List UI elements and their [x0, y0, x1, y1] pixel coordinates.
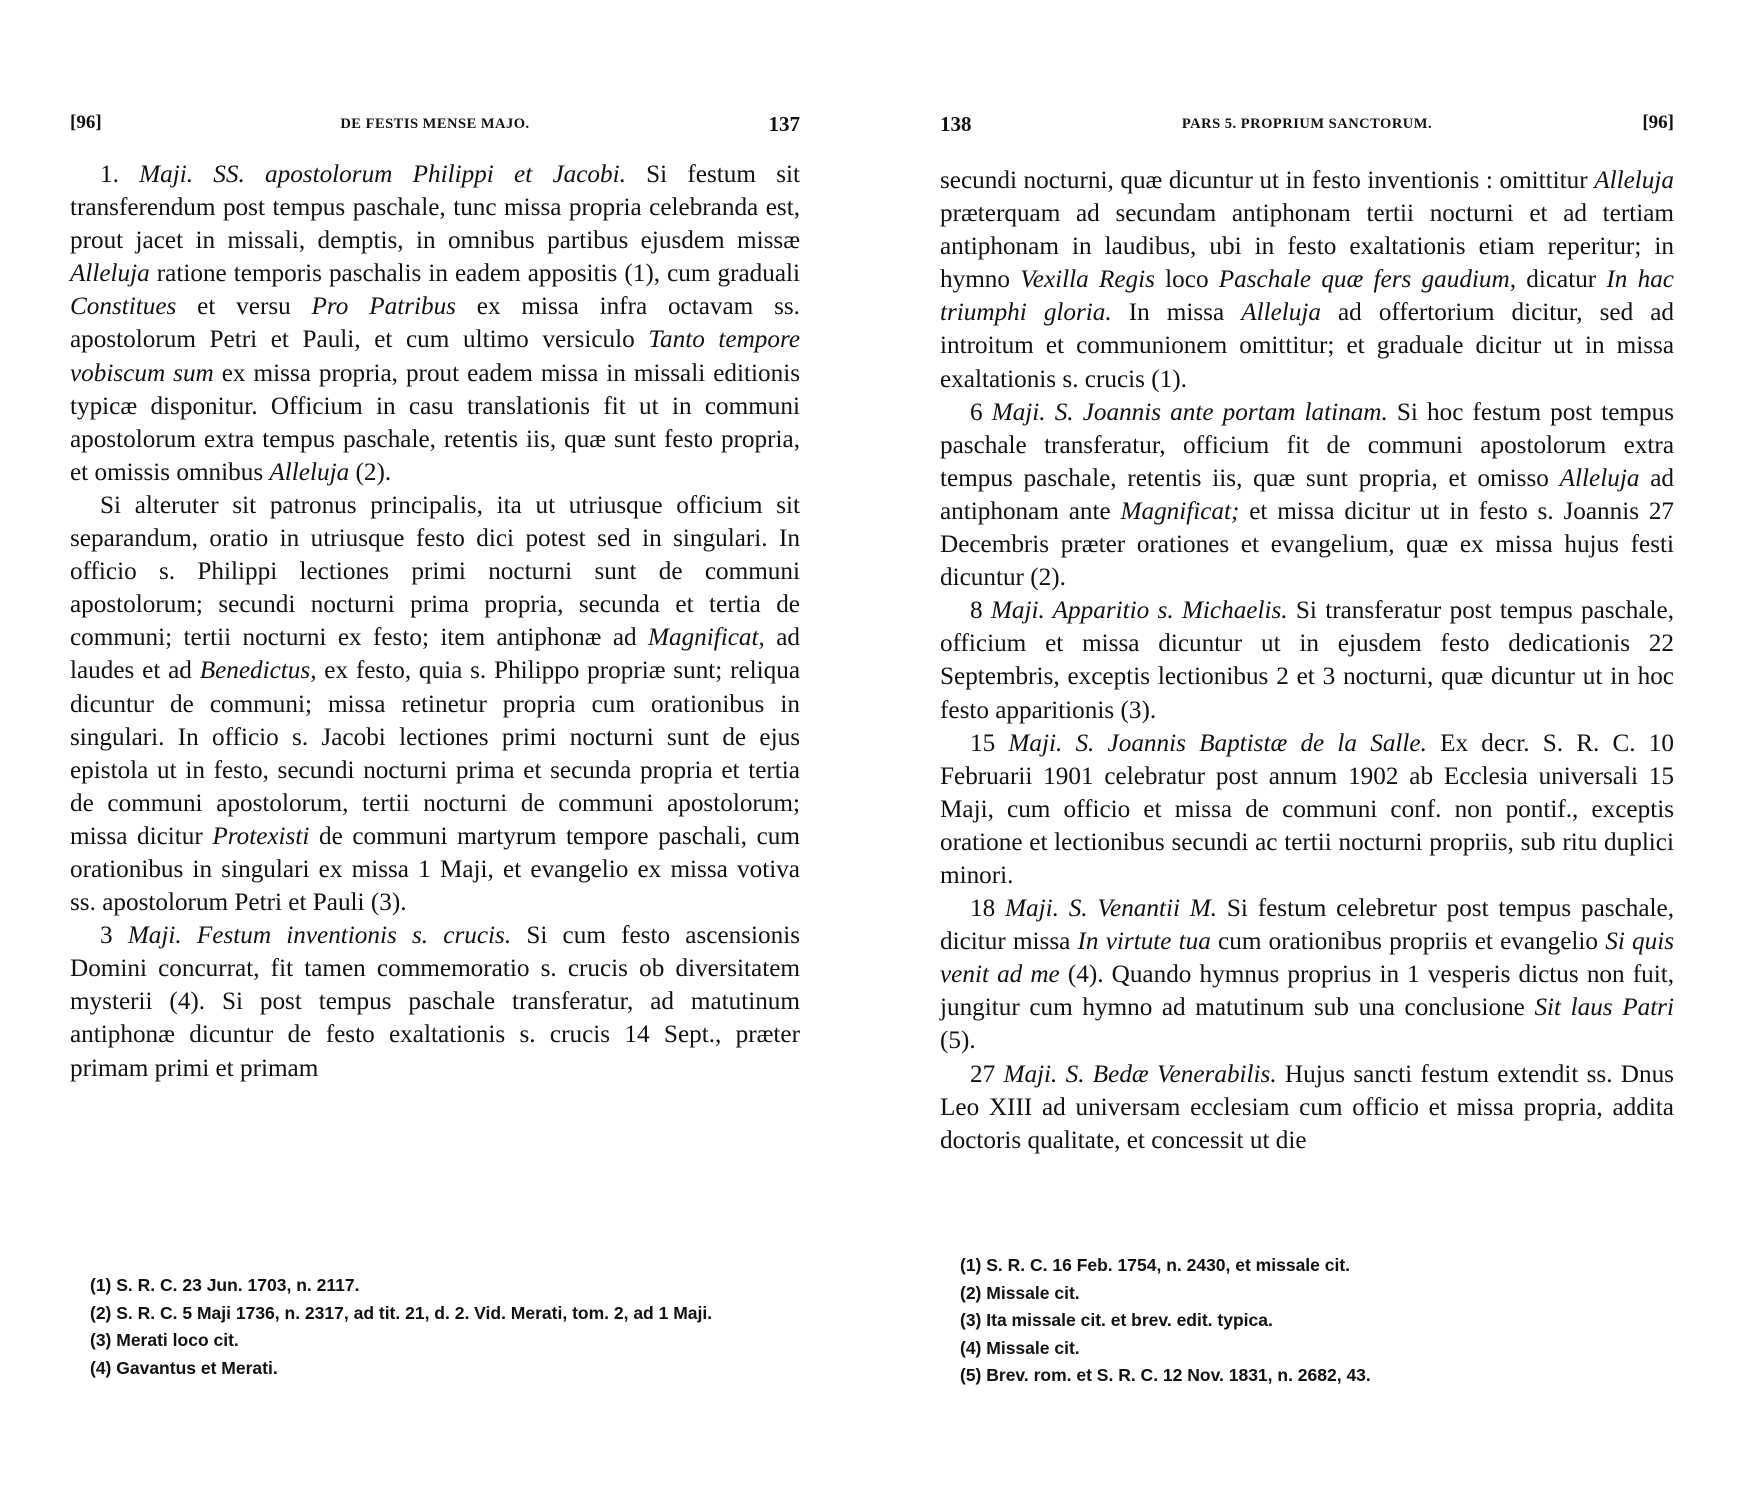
italic-text: Maji. Apparitio s. Michaelis. [990, 597, 1288, 625]
left-body-text [70, 158, 800, 1085]
right-page-number: 138 [940, 112, 972, 136]
text-run: ex missa propria, prout eadem missa in missali editionis typicæ disponitur. Officium in casu translationis fit ut in communi apostolorum extra tempus paschale, retentis iis, quæ sunt festo propria, et omissis omnibus [70, 359, 801, 486]
text-run: præterquam ad secundam antiphonam tertii nocturni et ad tertiam antiphonam in laudibus, ubi in festo exaltationis etiam reperitur; in hymno [940, 200, 1674, 294]
italic-text: In virtute tua [1077, 928, 1211, 956]
text-run: secundi nocturni, quæ dicuntur ut in festo inventionis : omittitur [940, 167, 1595, 194]
right-page [940, 0, 1674, 1500]
paragraph [940, 727, 1674, 892]
left-bracket-number: [96] [70, 112, 102, 133]
italic-text: Magnificat; [1120, 497, 1240, 525]
text-run: Si cum festo ascensionis Domini concurrat, fit tamen commemoratio s. crucis ob diversitatem mysterii (4). Si post tempus paschale transferatur, ad matutinum antiphonæ dicuntur de festo exaltationis s. crucis 14 Sept., præter primam primi et primam [70, 922, 801, 1082]
italic-text: Maji. S. Bedæ Venerabilis. [1003, 1060, 1277, 1088]
paragraph [940, 164, 1674, 396]
text-run: ad antiphonam ante [940, 464, 1674, 525]
text-run: Hujus sancti festum extendit ss. Dnus Leo XIII ad universam ecclesiam cum officio et missa propria, addita doctoris qualitate, et concessit ut die [940, 1060, 1674, 1154]
footnote: (2) S. R. C. 5 Maji 1736, n. 2317, ad tit. 21, d. 2. Vid. Merati, tom. 2, ad 1 Maji. [90, 1302, 713, 1323]
italic-text: Pro Patribus [311, 293, 456, 321]
italic-text: In hac triumphi gloria. [940, 266, 1674, 327]
text-run: Si hoc festum post tempus paschale transferatur, officium fit de communi apostolorum extra tempus paschale, retentis iis, quæ sunt propria, et omisso [940, 398, 1675, 492]
paragraph [940, 892, 1674, 1057]
footnote: (1) S. R. C. 23 Jun. 1703, n. 2117. [90, 1275, 360, 1295]
italic-text: Maji. Festum inventionis s. crucis. [127, 922, 512, 950]
footnote: (3) Merati loco cit. [90, 1330, 239, 1350]
footnote: (4) Gavantus et Merati. [90, 1357, 278, 1378]
text-run: 8 [970, 597, 991, 625]
text-run: (5). [940, 1027, 976, 1055]
left-running-head [70, 112, 800, 142]
text-run: et missa dicitur ut in festo s. Joannis 27 Decembris præter orationes et evangelium, quæ ex missa hujus festi dicuntur (2). [940, 497, 1675, 592]
text-run: dicatur [1516, 266, 1607, 294]
text-run: et versu [176, 293, 312, 321]
text-run: ratione temporis paschalis in eadem appositis (1), cum graduali [149, 260, 800, 288]
left-page-number: 137 [768, 112, 800, 136]
footnote: (2) Missale cit. [960, 1282, 1080, 1303]
text-run: 6 [970, 398, 992, 426]
left-page [70, 0, 800, 1500]
footnote: (4) Missale cit. [960, 1337, 1080, 1358]
footnote: (5) Brev. rom. et S. R. C. 12 Nov. 1831, n. 2682, 43. [960, 1365, 1371, 1385]
text-run: Si alteruter sit patronus principalis, ita ut utriusque officium sit separandum, oratio in utriusque festo dici potest sed in singulari. In officio s. Philippi lectiones primi nocturni sunt de communi apostolorum; secundi nocturni prima propria, secunda et tertia de communi; tertii nocturni ex festo; item antiphonæ ad [70, 491, 800, 652]
text-run: loco [1154, 266, 1219, 294]
text-run: ex festo, quia s. Philippo propriæ sunt; reliqua dicuntur de communi; missa retinetur propria cum orationibus in singulari. In officio s. Jacobi lectiones primi nocturni sunt de ejus epistola ut in festo, secundi nocturni prima et secunda propria et tertia de communi apostolorum, tertii nocturni de communi apostolorum; missa dicitur [70, 657, 801, 850]
italic-text: Alleluja [269, 458, 350, 486]
italic-text: Alleluja [1559, 464, 1640, 492]
italic-text: Maji. S. Joannis Baptistæ de la Salle. [1008, 729, 1427, 757]
text-run: 3 [100, 922, 128, 950]
text-run: (4). Quando hymnus proprius in 1 vesperis dictus non fuit, jungitur cum hymno ad matutinum sub una conclusione [940, 961, 1674, 1022]
italic-text: Constitues [70, 293, 177, 321]
italic-text: Tanto tempore vobiscum sum [70, 326, 801, 387]
right-bracket-number: [96] [1642, 112, 1674, 133]
paragraph [70, 489, 800, 919]
paragraph [940, 1058, 1674, 1157]
paragraph [70, 919, 800, 1084]
text-run: ad offertorium dicitur, sed ad introitum et communionem omittitur; et graduale dicitur ut in missa exaltationis s. crucis (1). [940, 299, 1674, 393]
text-run: Si festum sit transferendum post tempus paschale, tunc missa propria celebranda est, prout jacet in missali, demptis, in omnibus partibus ejusdem missæ [70, 161, 801, 255]
text-run: Ex decr. S. R. C. 10 Februarii 1901 celebratur post annum 1902 ab Ecclesia universali 15 Maji, cum officio et missa de communi conf. non pontif., exceptis oratione et lectionibus secundi ac tertii nocturni propriis, sub ritu duplici minori. [940, 729, 1674, 889]
italic-text: Alleluja [1241, 299, 1321, 327]
text-run: Si festum celebretur post tempus paschale, dicitur missa [940, 895, 1675, 956]
italic-text: Protexisti [212, 822, 310, 850]
text-run: ex missa infra octavam ss. apostolorum Petri et Pauli, et cum ultimo versiculo [70, 293, 800, 354]
right-body-text [940, 164, 1674, 1157]
italic-text: Maji. SS. apostolorum Philippi et Jacobi. [139, 161, 626, 188]
text-run: de communi martyrum tempore paschali, cum orationibus in singulari ex missa 1 Maji, et evangelio ex missa votiva ss. apostolorum Petri et Pauli (3). [70, 822, 800, 917]
paragraph [940, 594, 1674, 726]
italic-text: Si quis venit ad me [940, 928, 1674, 989]
text-run: 27 [970, 1060, 1004, 1088]
left-header-title: DE FESTIS MENSE MAJO. [340, 116, 530, 132]
text-run: cum orationibus propriis et evangelio [1210, 928, 1606, 956]
footnote: (3) Ita missale cit. et brev. edit. typica. [960, 1310, 1273, 1330]
text-run: Si transferatur post tempus paschale, officium et missa dicuntur ut in ejusdem festo dedicationis 22 Septembris, exceptis lectionibus 2 et 3 nocturni, quæ dicuntur ut in hoc festo apparitionis (3). [940, 597, 1675, 724]
text-run: 15 [970, 729, 1009, 757]
italic-text: Sit laus Patri [1534, 994, 1674, 1022]
italic-text: Alleluja [70, 260, 150, 288]
left-footnotes [70, 1272, 800, 1382]
italic-text: Maji. S. Joannis ante portam latinam. [991, 398, 1388, 426]
right-footnotes [940, 1252, 1674, 1390]
text-run: (2). [349, 458, 392, 486]
italic-text: Alleluja [1594, 167, 1674, 194]
right-header-title: PARS 5. PROPRIUM SANCTORUM. [1181, 116, 1433, 132]
text-run: In missa [1111, 299, 1242, 327]
right-running-head [940, 112, 1674, 142]
text-run: ad laudes et ad [70, 624, 800, 685]
italic-text: Magnificat, [648, 624, 765, 652]
italic-text: Vexilla Regis [1020, 266, 1155, 294]
text-run: 18 [970, 895, 1006, 923]
italic-text: Maji. S. Venantii M. [1005, 895, 1218, 923]
paragraph [940, 396, 1674, 595]
italic-text: Paschale quæ fers gaudium, [1218, 266, 1517, 294]
text-run: 1. [100, 161, 140, 188]
paragraph [70, 158, 800, 489]
italic-text: Benedictus, [199, 657, 317, 685]
footnote: (1) S. R. C. 16 Feb. 1754, n. 2430, et missale cit. [960, 1255, 1351, 1275]
